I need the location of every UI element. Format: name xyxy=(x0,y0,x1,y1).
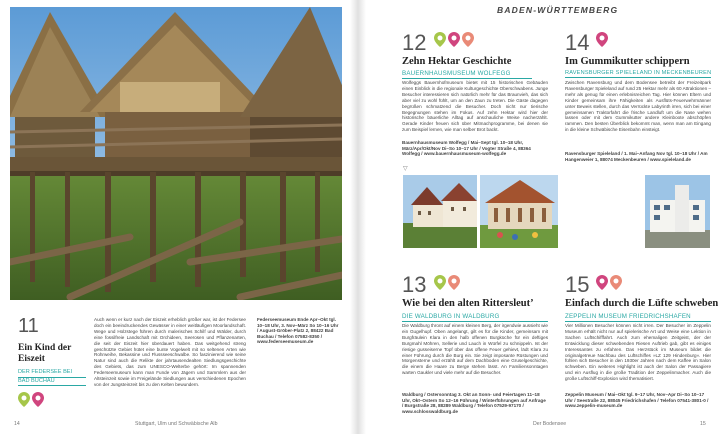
entry14-subtitle: RAVENSBURGER SPIELELAND IN MECKENBEUREN xyxy=(565,70,712,76)
entry15-info: Zeppelin Museum / Mai–Okt tgl. 9–17 Uhr, Nov–Apr Di–So 10–17 Uhr / Seestraße 22, 88045 Friedrichshafen / Telefon 07541-3801-0 / www.zeppelin-museum.de xyxy=(565,392,709,409)
entry12-info: Bauernhausmuseum Wolfegg / Mai–Sept tgl. 10–18 Uhr, März/Apr/Okt/Nov Di–So 10–17 Uhr / Vogter Straße 4, 88364 Wolfegg / www.bauernhausmuseum-wolfegg.de xyxy=(402,140,531,157)
museum-pin-icon xyxy=(448,275,460,290)
entry11-body: Auch wenn er kurz nach der Eiszeit erheblich größer war, ist der Federsee doch ein beeindruckendes Gewässer in einer weitläufigen Moorlandschaft. Wege und Holzstege führen durch malerisches Schilf und Wälder, durch eine fossilfreie Landschaft mit Orchideen, Seerosen und Pflanzenarten, die seit der Eiszeit hier überdauert haben. Das weitgehend streng geschützte Gebiet hütet eine bunte Vogelwelt mit so seltenen Arten wie Rohrweihe, Bekassine und Flussseeschwalbe. So faszinierend wie seine Natur sind auch die Relikte der jahrtausendealten Siedlungsgeschichte des Gebiets, das zum UNESCO-Welterbe gehört: Im spannenden Federseemuseum kann man Funde von Jägern und Sammlern aus der Altsteinzeit sowie im Freigelände Siedlungen aus verschiedenen Epochen von der Jungsteinzeit bis zu den Kelten bewundern. xyxy=(94,317,246,387)
entry14-info: Ravensburger Spieleland / 1. Mai–Anfang Nov tgl. 10–18 Uhr / Am Hangenweier 1, 88074 Meckenbeuren / www.spieleland.de xyxy=(565,151,708,162)
entry12-title: Zehn Hektar Geschichte xyxy=(402,56,512,67)
entry12-body: Wolfeggs Bauernhofmuseum bietet mit 15 historischen Gebäuden einen Einblick in die regionale Kulturgeschichte Oberschwabens. Junge Besucher interessieren sich natürlich mehr für das Braunvieh, das sich aber viel zu wohl fühlt, um an den Zaun zu treten. Die Gäste dagegen begrüßen schmatzend die Besucher. Doch nicht nur tierische Begegnungen stehen im Fokus. Auf zehn Hektar wird hier der historische bäuerliche Alltag auf anschauliche Weise nacherzählt. Gerade Kinder freuen sich über Mitmachprogramme, bei denen sie zum Beispiel lernen, wie man selber Brot backt. xyxy=(402,80,548,133)
landmark-pin-icon xyxy=(434,275,446,290)
entry13-subtitle: DIE WALDBURG IN WALDBURG xyxy=(402,313,548,322)
left-page-number: 14 xyxy=(14,421,20,427)
entry13-title: Wie bei den alten Rittersleut’ xyxy=(402,298,534,309)
photo-marker-icon: ▽ xyxy=(403,166,408,172)
entry11-subtitle xyxy=(18,369,86,386)
entry11-subtitle-line2: BAD BUCHAU xyxy=(18,378,86,387)
page-fold xyxy=(350,0,366,434)
entry13-number: 13 xyxy=(402,272,427,297)
entry15-subtitle: ZEPPELIN MUSEUM FRIEDRICHSHAFEN xyxy=(565,313,711,322)
entry12-subtitle: BAUERNHAUSMUSEUM WOLFEGG xyxy=(402,70,532,79)
child-pin-icon xyxy=(32,392,44,407)
entry14-body: Zwischen Ravensburg und dem Bodensee betreibt der Freizeitpark Ravensburger Spieleland auf rund 25 Hektar mehr als 60 Attraktionen – mehr als genug für einen erlebnisreichen Tag. Hier können Eltern und Kinder gemeinsam ihre Fähigkeiten als Ausflüts-Feuerwehrmänner unter Beweis stellen, durch das Verrückte Labyrinth irren, sich bei einer gemeinsamen Traktorfahrt die frische Landluft um die Nase wehen lassen oder mit dem Gummikutter andere Kleinboote abschöpfen rammen. Den besten Überblick bekommt man, wenn man am Eingang in die kleine Schwäbische Eisenbahn einsteigt. xyxy=(565,80,711,133)
zeppelin-museum-photo xyxy=(645,175,710,248)
child-pin-icon xyxy=(448,32,460,47)
entry15-title: Einfach durch die Lüfte schweben xyxy=(565,298,719,309)
entry11-title-line1: Ein Kind der xyxy=(18,343,72,353)
entry11-subtitle-line1: DER FEDERSEE BEI xyxy=(18,369,86,378)
stilt-houses-photo xyxy=(10,7,342,300)
entry11-info: Federseemuseum Ende Apr–Okt tgl. 10–18 Uhr, 3. Nov–März So 10–16 Uhr / August-Gröber-Platz 2, 88422 Bad Buchau / Telefon 07582-8350 / www.federseemuseum.de xyxy=(257,317,339,345)
right-page-number: 15 xyxy=(700,421,706,427)
entry14-number: 14 xyxy=(565,30,590,55)
entry13-body: Die Waldburg thront auf einem kleinen Berg, der irgendwie aussieht wie ein Gugelhupf. Oben angelangt, gilt es für die Kinder, gemeinsam mit Burgfräulein Klara in den halb offenen Burgküche für ein deftiges Burgmahl Möhren, Sellerie und Lauch in Würfel zu schnippeln. Ist der riesige gusseiserne Topf über das offene Feuer gehievt, lädt Klara zu einer Führung durch die Burg ein. Sie zeigt imposante Rüstungen und Morgensterne und erzählt auf dem Dachboden eine Gruselgeschichte, die einem die Haare zu Berge stehen lässt. An Familiensonntagen warten Gaukler und viele mehr auf die Besucher. xyxy=(402,323,548,376)
entry15-body: Vier Millionen Besucher können nicht irren. Der Besucher im Zeppelin Museum erhält nicht nur auf spielerische Art und Weise eine Lektion in Sachen Luftschifffahrt. Auch zum ehemaligen Zeitgeist, der der Entwicklung dieser schwebenden Riesen Auftrieb gab, gibt es einiges Interessantes zu erfahren. Das Herzstück im Museum bildet die originalgetreue Nachbau des Luftschiffes »LZ 129 Hindenburg«. Hier fühlen sich Besucher in den 1930er Jahren nach dem Kaffee im Salon schweben. Ein weiteres Highlight ist auch der Salon der Passagiere und ein Ausflug in die große Tradition der Zeppelinmacher. Auch die große Luftschiff-Explosion wird thematisiert. xyxy=(565,323,711,382)
region-header: BADEN-WÜRTTEMBERG xyxy=(497,5,619,15)
entry12-number: 12 xyxy=(402,30,427,55)
left-running-title: Stuttgart, Ulm und Schwäbische Alb xyxy=(135,421,218,427)
entry11-title xyxy=(18,343,71,365)
child-pin-icon xyxy=(596,275,608,290)
right-running-title: Der Bodensee xyxy=(533,421,567,427)
entry11-title-line2: Eiszeit xyxy=(18,354,45,364)
spieleland-photo xyxy=(480,175,558,248)
animal-pin-icon xyxy=(462,32,474,47)
entry13-info: Waldburg / Ostersonntag 3. Okt an Sonn- und Feiertagen 11–18 Uhr, Okt–Ostern So 12–16 Führung / Winterführungen auf Anfrage / Burgstraße 28, 88289 Waldburg / Telefon 07529-97170 / www.schlosswaldburg.de xyxy=(402,392,546,414)
entry11-number: 11 xyxy=(18,315,39,337)
landmark-pin-icon xyxy=(18,392,30,407)
child-pin-icon xyxy=(596,32,608,47)
waldburg-castle-photo xyxy=(403,175,477,248)
swim-pin-icon xyxy=(434,32,446,47)
entry14-title: Im Gummikutter schippern xyxy=(565,56,690,67)
museum-pin-icon xyxy=(610,275,622,290)
entry15-number: 15 xyxy=(565,272,590,297)
